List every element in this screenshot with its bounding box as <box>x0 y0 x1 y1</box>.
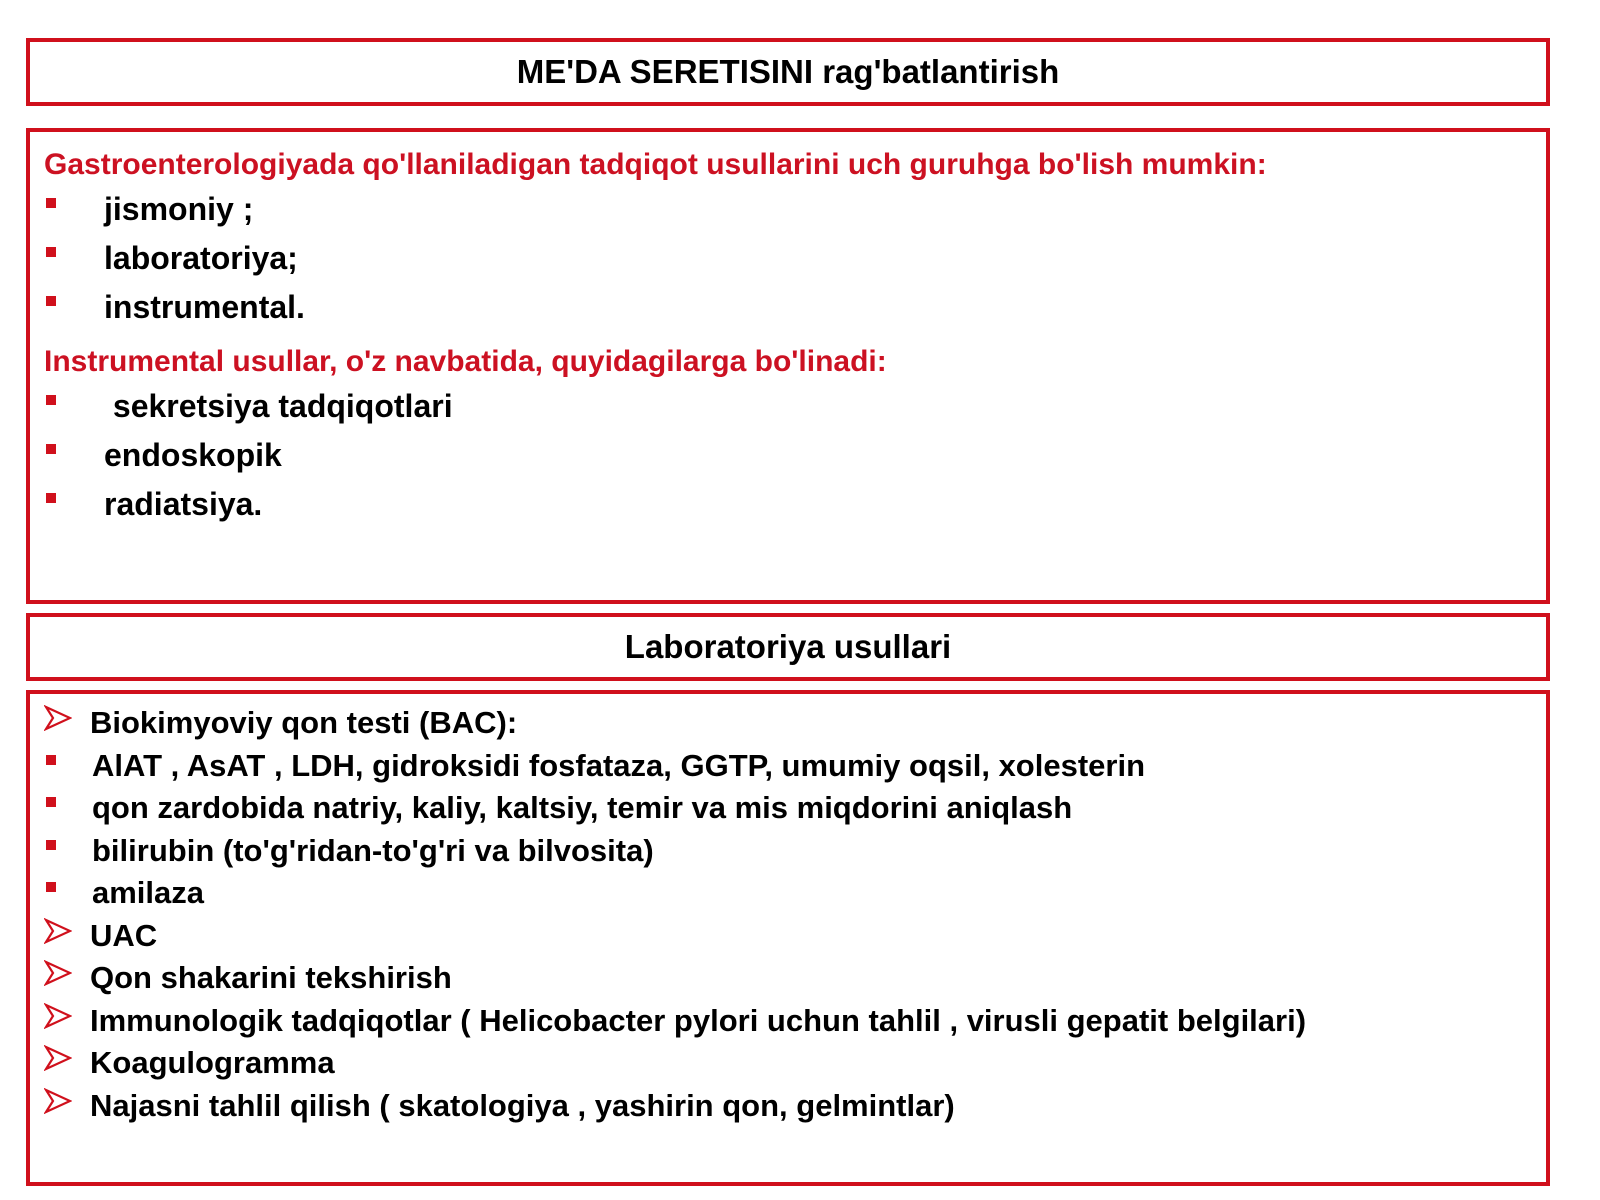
list-item-text: radiatsiya. <box>104 485 263 522</box>
square-bullet-icon <box>46 840 56 850</box>
list-item-text: Najasni tahlil qilish ( skatologiya , yashirin qon, gelmintlar) <box>90 1087 955 1123</box>
list-item <box>44 288 305 326</box>
list-item <box>44 747 1145 785</box>
list-item <box>44 485 262 523</box>
methods-box <box>26 128 1550 604</box>
list-item <box>44 959 452 997</box>
list-item-text: bilirubin (to'g'ridan-to'g'ri va bilvosita) <box>92 832 654 868</box>
methods-heading: Gastroenterologiyada qo'llaniladigan tadqiqot usullarini uch guruhga bo'lish mumkin: <box>44 148 1267 181</box>
list-item <box>44 387 453 425</box>
list-item <box>44 704 517 742</box>
square-bullet-icon <box>46 797 56 807</box>
list-item-text: endoskopik <box>104 436 282 473</box>
laboratory-methods-box <box>26 690 1550 1186</box>
list-item-text: instrumental. <box>104 288 305 325</box>
list-item-text: Koagulogramma <box>90 1045 335 1080</box>
square-bullet-icon <box>46 444 56 454</box>
list-item-text: UAC <box>90 917 158 953</box>
list-item <box>44 832 654 870</box>
list-item-text: Qon shakarini tekshirish <box>90 960 452 995</box>
page-title: ME'DA SERETISINI rag'batlantirish <box>516 53 1060 90</box>
list-item-text: AlAT , AsAT , LDH, gidroksidi fosfataza, GGTP, umumiy oqsil, xolesterin <box>92 747 1146 783</box>
square-bullet-icon <box>46 755 56 765</box>
arrow-icon <box>44 1003 72 1029</box>
square-bullet-icon <box>46 198 56 208</box>
list-item-text: Immunologik tadqiqotlar ( Helicobacter pylori uchun tahlil , virusli gepatit belgilari) <box>90 1002 1307 1038</box>
list-item-text: laboratoriya; <box>104 239 298 276</box>
square-bullet-icon <box>46 247 56 257</box>
list-item <box>44 874 204 912</box>
list-item-text: sekretsiya tadqiqotlari <box>104 387 453 424</box>
instrumental-heading: Instrumental usullar, o'z navbatida, quyidagilarga bo'linadi: <box>44 345 887 378</box>
arrow-icon <box>44 918 72 944</box>
section-title: Laboratoriya usullari <box>624 628 952 665</box>
list-item-text: amilaza <box>92 875 205 910</box>
list-item <box>44 789 1072 827</box>
square-bullet-icon <box>46 493 56 503</box>
list-item <box>44 1044 335 1082</box>
title-box-laboratory <box>26 613 1550 681</box>
list-item-text: Biokimyoviy qon testi (BAC): <box>90 705 518 740</box>
square-bullet-icon <box>46 395 56 405</box>
arrow-icon <box>44 1045 72 1071</box>
arrow-icon <box>44 705 72 731</box>
list-item-text: qon zardobida natriy, kaliy, kaltsiy, temir va mis miqdorini aniqlash <box>92 790 1073 825</box>
square-bullet-icon <box>46 296 56 306</box>
list-item <box>44 239 298 277</box>
list-item <box>44 1002 1306 1040</box>
list-item <box>44 190 253 228</box>
list-item-text: jismoniy ; <box>104 190 254 227</box>
arrow-icon <box>44 1088 72 1114</box>
square-bullet-icon <box>46 882 56 892</box>
list-item <box>44 436 282 474</box>
title-box-stimulation <box>26 38 1550 106</box>
list-item <box>44 1087 955 1125</box>
list-item <box>44 917 157 955</box>
arrow-icon <box>44 960 72 986</box>
